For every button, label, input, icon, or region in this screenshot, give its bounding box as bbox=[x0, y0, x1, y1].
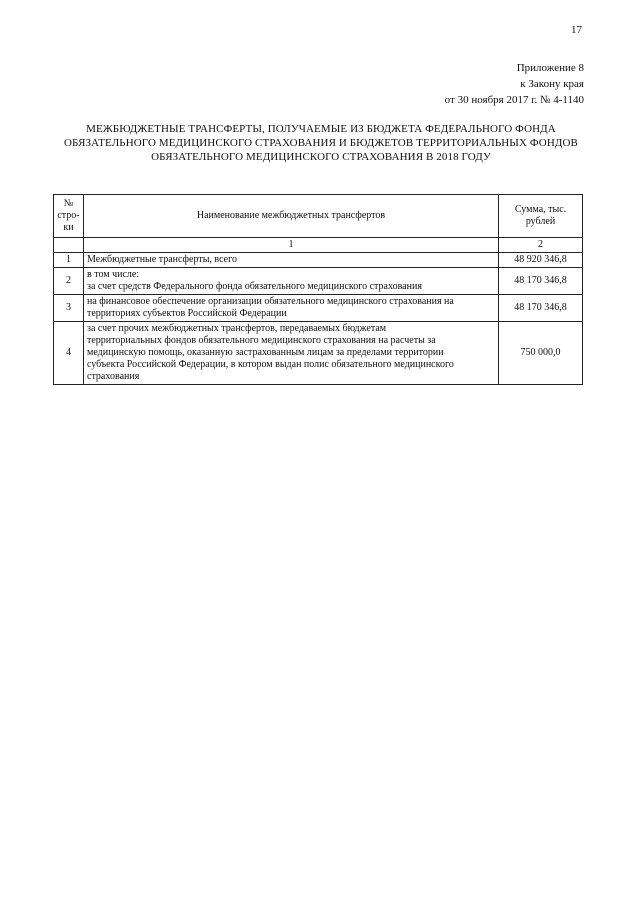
table-header-row bbox=[54, 195, 583, 238]
table-row bbox=[54, 295, 583, 322]
row-name-line: территориях субъектов Российской Федерации bbox=[87, 308, 287, 319]
header-text: Сумма, тыс. bbox=[514, 204, 567, 215]
row-amount: 750 000,0 bbox=[499, 322, 583, 385]
title-line: ОБЯЗАТЕЛЬНОГО МЕДИЦИНСКОГО СТРАХОВАНИЯ В 2018 ГОДУ bbox=[151, 151, 491, 163]
row-number: 3 bbox=[54, 295, 84, 322]
row-name-line: за счет средств Федерального фонда обязательного медицинского страхования bbox=[87, 281, 422, 292]
header-text: ки bbox=[63, 222, 74, 233]
row-name-line: страхования bbox=[87, 371, 140, 382]
row-amount: 48 920 346,8 bbox=[499, 253, 583, 268]
header-row-number bbox=[54, 195, 84, 238]
header-amount bbox=[499, 195, 583, 238]
header-text: № bbox=[63, 198, 74, 209]
table-row bbox=[54, 322, 583, 385]
column-number-row bbox=[54, 238, 583, 253]
row-name-line: субъекта Российской Федерации, в котором выдан полис обязательного медицинского bbox=[87, 359, 454, 370]
row-name bbox=[84, 268, 499, 295]
row-name bbox=[84, 295, 499, 322]
row-name-line: на финансовое обеспечение организации обязательного медицинского страхования на bbox=[87, 296, 454, 307]
row-name-line: в том числе: bbox=[87, 269, 140, 280]
column-number-amount: 2 bbox=[499, 238, 583, 253]
header-name: Наименование межбюджетных трансфертов bbox=[84, 195, 499, 238]
row-number: 1 bbox=[54, 253, 84, 268]
header-text: стро- bbox=[57, 210, 80, 221]
appendix-line: Приложение 8 bbox=[516, 62, 584, 74]
transfers-table bbox=[53, 194, 583, 385]
column-number-empty bbox=[54, 238, 84, 253]
row-number: 2 bbox=[54, 268, 84, 295]
title-line: МЕЖБЮДЖЕТНЫЕ ТРАНСФЕРТЫ, ПОЛУЧАЕМЫЕ ИЗ БЮДЖЕТА ФЕДЕРАЛЬНОГО ФОНДА bbox=[86, 123, 556, 135]
row-name-line: за счет прочих межбюджетных трансфертов, передаваемых бюджетам bbox=[87, 323, 387, 334]
header-text: рублей bbox=[525, 216, 556, 227]
column-number-name: 1 bbox=[84, 238, 499, 253]
appendix-line: к Закону края bbox=[520, 78, 584, 90]
page-number: 17 bbox=[571, 24, 582, 36]
row-name-line: территориальных фондов обязательного медицинского страхования на расчеты за bbox=[87, 335, 436, 346]
document-title bbox=[40, 122, 602, 164]
table-row bbox=[54, 268, 583, 295]
row-amount: 48 170 346,8 bbox=[499, 295, 583, 322]
table-row bbox=[54, 253, 583, 268]
row-name-line: медицинскую помощь, оказанную застрахованным лицам за пределами территории bbox=[87, 347, 444, 358]
row-name: Межбюджетные трансферты, всего bbox=[84, 253, 499, 268]
appendix-reference bbox=[445, 60, 584, 108]
row-name bbox=[84, 322, 499, 385]
title-line: ОБЯЗАТЕЛЬНОГО МЕДИЦИНСКОГО СТРАХОВАНИЯ И БЮДЖЕТОВ ТЕРРИТОРИАЛЬНЫХ ФОНДОВ bbox=[64, 137, 578, 149]
appendix-line: от 30 ноября 2017 г. № 4-1140 bbox=[444, 94, 584, 106]
row-amount: 48 170 346,8 bbox=[499, 268, 583, 295]
row-number: 4 bbox=[54, 322, 84, 385]
